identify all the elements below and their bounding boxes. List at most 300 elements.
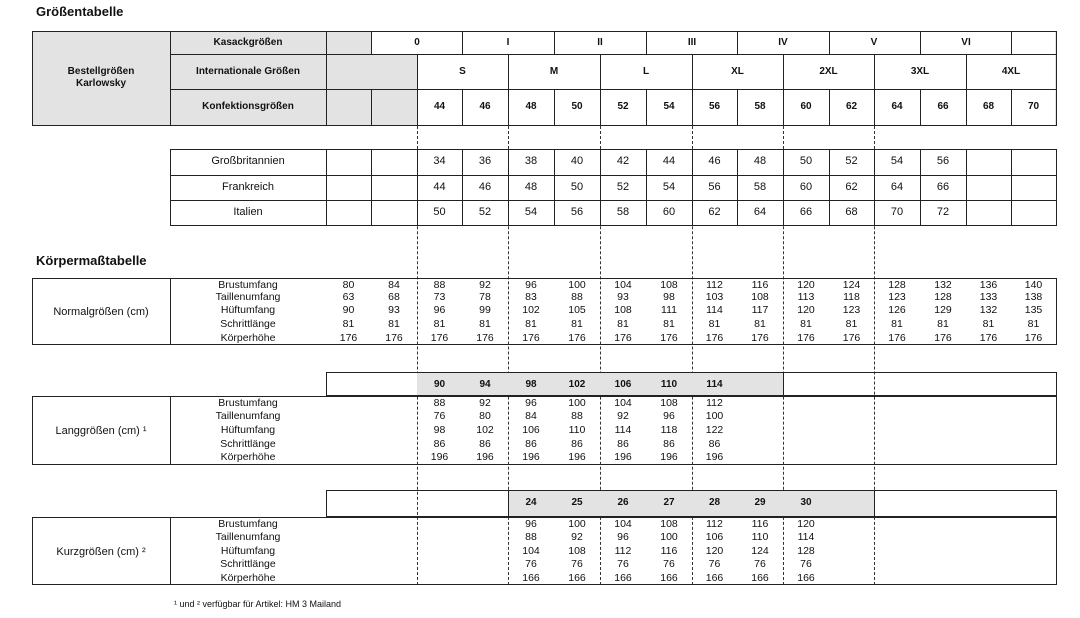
country-value: 64 xyxy=(753,206,767,218)
normal-value: 176 xyxy=(979,332,998,344)
lang-value: 96 xyxy=(525,397,537,409)
country-value: 44 xyxy=(433,181,446,193)
kurz-value: 166 xyxy=(614,572,632,584)
kurz-value: 104 xyxy=(614,518,632,530)
normal-value: 108 xyxy=(614,304,632,316)
normal-value: 176 xyxy=(385,332,403,344)
normal-value: 81 xyxy=(433,318,446,330)
country-value: 66 xyxy=(936,181,950,193)
kurz-value: 120 xyxy=(797,518,815,530)
normal-value: 176 xyxy=(842,332,861,344)
lang-value: 86 xyxy=(708,438,721,450)
normal-value: 88 xyxy=(433,279,446,291)
normal-value: 81 xyxy=(800,318,812,330)
lang-value: 76 xyxy=(433,410,446,422)
normal-value: 81 xyxy=(1027,318,1040,330)
normal-value: 80 xyxy=(342,279,355,291)
normal-value: 93 xyxy=(388,304,400,316)
konfektion-divider xyxy=(829,89,830,126)
normal-value: 81 xyxy=(982,318,995,330)
normal-value: 68 xyxy=(388,291,400,303)
measure-label: Taillenumfang xyxy=(215,410,281,422)
kasack-size: II xyxy=(597,37,603,48)
country-table xyxy=(170,149,1057,226)
kasack-size: V xyxy=(870,37,878,48)
lang-value: 86 xyxy=(663,438,675,450)
kasack-size: IV xyxy=(778,37,788,48)
kurz-value: 106 xyxy=(705,531,724,543)
normal-value: 176 xyxy=(934,332,952,344)
country-label: Italien xyxy=(233,206,263,218)
country-divider xyxy=(326,149,327,226)
country-value: 56 xyxy=(936,155,950,167)
country-divider xyxy=(783,149,784,226)
normal-value: 123 xyxy=(842,304,861,316)
kurz-header-divider xyxy=(874,490,875,517)
lang-value: 196 xyxy=(568,451,586,463)
konfektion-divider xyxy=(692,89,693,126)
country-value: 60 xyxy=(662,206,676,218)
normal-value: 135 xyxy=(1024,304,1043,316)
kasack-divider xyxy=(554,31,555,54)
normal-value: 99 xyxy=(479,304,491,316)
kurz-value: 88 xyxy=(525,531,537,543)
country-value: 48 xyxy=(753,155,767,167)
measure-label: Brustumfang xyxy=(218,279,278,291)
lang-header-value: 94 xyxy=(479,379,491,390)
normal-value: 129 xyxy=(934,304,952,316)
kasack-divider xyxy=(737,31,738,54)
lang-value: 104 xyxy=(614,397,632,409)
country-value: 38 xyxy=(524,155,538,167)
normal-value: 176 xyxy=(614,332,632,344)
header-rule xyxy=(170,89,1056,90)
lang-value: 196 xyxy=(430,451,449,463)
country-divider xyxy=(874,149,875,226)
bestellgroessen-label: Karlowsky xyxy=(75,78,127,89)
lang-value: 114 xyxy=(614,424,632,436)
country-value: 54 xyxy=(524,206,538,218)
measure-label: Schrittlänge xyxy=(220,438,276,450)
normal-value: 176 xyxy=(660,332,678,344)
kurz-value: 112 xyxy=(706,518,723,530)
country-divider xyxy=(920,149,921,226)
country-value: 62 xyxy=(845,181,858,193)
lang-header-fill xyxy=(417,373,783,395)
lang-value: 88 xyxy=(433,397,446,409)
kurz-header-fill xyxy=(508,491,874,516)
country-divider xyxy=(600,149,601,226)
international-divider xyxy=(600,54,601,90)
konfektion-white-area xyxy=(417,90,1055,125)
kurz-value: 120 xyxy=(705,545,724,557)
kurz-value: 166 xyxy=(522,572,540,584)
normal-value: 120 xyxy=(797,279,815,291)
normal-value: 176 xyxy=(705,332,724,344)
kurz-value: 108 xyxy=(568,545,586,557)
normal-value: 81 xyxy=(342,318,355,330)
normal-value: 133 xyxy=(979,291,998,303)
kurz-value: 114 xyxy=(797,531,815,543)
normal-value: 108 xyxy=(751,291,769,303)
country-value: 52 xyxy=(616,181,630,193)
normal-value: 176 xyxy=(797,332,815,344)
country-value: 66 xyxy=(799,206,813,218)
measure-label: Brustumfang xyxy=(218,518,278,530)
country-value: 60 xyxy=(799,181,813,193)
lang-value: 80 xyxy=(479,410,491,422)
measure-label: Taillenumfang xyxy=(215,531,281,543)
kasack-white-area xyxy=(371,32,1055,54)
country-value: 44 xyxy=(662,155,676,167)
konfektion-size: 52 xyxy=(617,101,629,112)
lang-value: 86 xyxy=(433,438,446,450)
normal-value: 81 xyxy=(525,318,537,330)
header-rule xyxy=(170,54,1056,55)
kasack-divider xyxy=(829,31,830,54)
country-value: 48 xyxy=(524,181,538,193)
measure-label: Körperhöhe xyxy=(220,332,276,344)
normal-value: 136 xyxy=(979,279,998,291)
country-divider xyxy=(646,149,647,226)
footnote: ¹ und ² verfügbar für Artikel: HM 3 Mailand xyxy=(174,599,342,609)
normal-value: 126 xyxy=(888,304,906,316)
normal-value: 81 xyxy=(937,318,949,330)
body-table-title: Körpermaßtabelle xyxy=(36,253,147,268)
kasack-divider xyxy=(1011,31,1012,54)
lang-value: 98 xyxy=(433,424,446,436)
lang-table xyxy=(32,396,1057,465)
normal-value: 96 xyxy=(433,304,446,316)
kurz-value: 104 xyxy=(522,545,540,557)
measure-label: Körperhöhe xyxy=(220,572,276,584)
lang-value: 110 xyxy=(568,424,586,436)
lang-value: 86 xyxy=(525,438,537,450)
normal-value: 81 xyxy=(388,318,400,330)
konfektion-size: 64 xyxy=(891,101,903,112)
bestellgroessen-label: Bestellgrößen xyxy=(67,66,135,77)
country-divider xyxy=(508,149,509,226)
kurz-value: 166 xyxy=(797,572,815,584)
konfektion-size: 66 xyxy=(937,101,949,112)
normal-value: 84 xyxy=(388,279,400,291)
measure-label: Hüftumfang xyxy=(220,545,276,557)
konfektion-divider xyxy=(462,89,463,126)
normal-value: 105 xyxy=(568,304,586,316)
lang-value: 100 xyxy=(568,397,586,409)
country-value: 50 xyxy=(570,181,584,193)
kurz-header-value: 25 xyxy=(571,497,583,508)
kurz-value: 100 xyxy=(660,531,678,543)
country-value: 56 xyxy=(570,206,584,218)
kurz-header-value: 26 xyxy=(617,497,629,508)
normal-value: 63 xyxy=(342,291,355,303)
kurz-value: 128 xyxy=(797,545,815,557)
normal-value: 176 xyxy=(568,332,586,344)
konfektion-divider xyxy=(783,89,784,126)
international-divider xyxy=(966,54,967,90)
lang-header-value: 114 xyxy=(706,379,723,390)
normal-value: 176 xyxy=(339,332,358,344)
normal-value: 117 xyxy=(751,304,769,316)
normal-value: 111 xyxy=(661,304,677,316)
country-value: 50 xyxy=(433,206,446,218)
konfektion-size: 70 xyxy=(1027,101,1040,112)
normal-value: 73 xyxy=(433,291,446,303)
kurz-value: 96 xyxy=(525,518,537,530)
normal-value: 116 xyxy=(751,279,769,291)
international-size: S xyxy=(459,66,466,77)
konfektion-divider xyxy=(874,89,875,126)
kurz-header-value: 24 xyxy=(525,497,537,508)
kurz-value: 116 xyxy=(660,545,678,557)
kurz-value: 76 xyxy=(663,558,675,570)
lang-value: 196 xyxy=(522,451,540,463)
konfektion-divider xyxy=(554,89,555,126)
row-label-konfektion: Konfektionsgrößen xyxy=(202,101,294,112)
konfektion-size: 44 xyxy=(433,101,446,112)
lang-value: 100 xyxy=(705,410,724,422)
kurz-value: 76 xyxy=(571,558,583,570)
konfektion-size: 60 xyxy=(800,101,812,112)
normal-value: 81 xyxy=(708,318,721,330)
country-value: 72 xyxy=(936,206,950,218)
international-size: 3XL xyxy=(910,66,930,77)
country-value: 58 xyxy=(616,206,630,218)
normal-value: 104 xyxy=(614,279,632,291)
country-divider xyxy=(966,149,967,226)
normal-value: 83 xyxy=(525,291,537,303)
normal-value: 100 xyxy=(568,279,586,291)
measure-label: Hüftumfang xyxy=(220,424,276,436)
normal-label: Normalgrößen (cm) xyxy=(53,306,149,318)
kurz-value: 76 xyxy=(754,558,766,570)
konfektion-size: 58 xyxy=(754,101,766,112)
normal-value: 132 xyxy=(979,304,998,316)
normal-value: 128 xyxy=(888,279,906,291)
country-value: 68 xyxy=(845,206,858,218)
lang-value: 92 xyxy=(479,397,491,409)
measure-label: Brustumfang xyxy=(218,397,278,409)
lang-label: Langgrößen (cm) ¹ xyxy=(55,425,147,437)
normal-value: 90 xyxy=(342,304,355,316)
country-divider xyxy=(462,149,463,226)
measure-label: Körperhöhe xyxy=(220,451,276,463)
country-value: 34 xyxy=(433,155,446,167)
lang-value: 122 xyxy=(705,424,724,436)
kasack-size: I xyxy=(506,37,510,48)
konfektion-size: 56 xyxy=(708,101,721,112)
normal-value: 140 xyxy=(1024,279,1043,291)
kurz-divider xyxy=(170,517,171,585)
kurz-value: 92 xyxy=(571,531,583,543)
country-label: Frankreich xyxy=(222,181,274,193)
kurz-value: 96 xyxy=(617,531,629,543)
normal-value: 176 xyxy=(1024,332,1043,344)
konfektion-divider xyxy=(508,89,509,126)
normal-value: 138 xyxy=(1024,291,1043,303)
kurz-value: 124 xyxy=(751,545,769,557)
lang-value: 196 xyxy=(476,451,494,463)
kurz-value: 112 xyxy=(614,545,632,557)
country-rule xyxy=(170,200,1056,201)
country-label: Großbritannien xyxy=(211,155,285,167)
konfektion-size: 48 xyxy=(525,101,537,112)
normal-value: 96 xyxy=(525,279,537,291)
kurz-header-divider xyxy=(508,490,509,517)
normal-value: 81 xyxy=(663,318,675,330)
lang-header-value: 98 xyxy=(525,379,537,390)
country-value: 46 xyxy=(478,181,492,193)
normal-value: 103 xyxy=(705,291,724,303)
kurz-value: 116 xyxy=(751,518,769,530)
kurz-table xyxy=(32,517,1057,585)
kurz-value: 110 xyxy=(751,531,769,543)
lang-value: 92 xyxy=(617,410,629,422)
normal-value: 98 xyxy=(663,291,675,303)
lang-header-value: 110 xyxy=(660,379,678,390)
normal-value: 124 xyxy=(842,279,861,291)
lang-value: 102 xyxy=(476,424,494,436)
kurz-value: 76 xyxy=(708,558,721,570)
lang-value: 84 xyxy=(525,410,537,422)
measure-label: Taillenumfang xyxy=(215,291,281,303)
lang-value: 88 xyxy=(571,410,583,422)
konfektion-size: 46 xyxy=(479,101,491,112)
lang-value: 118 xyxy=(660,424,678,436)
normal-value: 81 xyxy=(845,318,858,330)
lang-header-value: 102 xyxy=(568,379,586,390)
normal-value: 114 xyxy=(706,304,723,316)
row-label-kasack: Kasackgrößen xyxy=(213,37,283,48)
kurz-header-value: 29 xyxy=(754,497,766,508)
header-divider xyxy=(371,89,372,126)
normal-value: 81 xyxy=(754,318,766,330)
country-value: 70 xyxy=(890,206,904,218)
international-divider xyxy=(692,54,693,90)
lang-value: 112 xyxy=(706,397,723,409)
international-size: 2XL xyxy=(819,66,838,77)
lang-value: 196 xyxy=(614,451,632,463)
header-divider xyxy=(417,54,418,126)
kurz-value: 166 xyxy=(660,572,678,584)
country-value: 46 xyxy=(708,155,721,167)
measure-label: Hüftumfang xyxy=(220,304,276,316)
kurz-value: 100 xyxy=(568,518,586,530)
country-value: 52 xyxy=(845,155,858,167)
kasack-divider xyxy=(646,31,647,54)
normal-value: 118 xyxy=(843,291,860,303)
measure-label: Schrittlänge xyxy=(220,558,276,570)
normal-value: 92 xyxy=(479,279,491,291)
kasack-size: 0 xyxy=(414,37,420,48)
konfektion-divider xyxy=(646,89,647,126)
normal-value: 123 xyxy=(888,291,906,303)
header-divider xyxy=(371,31,372,54)
country-divider xyxy=(829,149,830,226)
country-rule xyxy=(170,175,1056,176)
lang-header-value: 106 xyxy=(614,379,632,390)
country-value: 50 xyxy=(799,155,813,167)
header-divider xyxy=(326,31,327,126)
konfektion-size: 50 xyxy=(571,101,583,112)
row-label-international: Internationale Größen xyxy=(196,66,300,77)
country-value: 42 xyxy=(616,155,630,167)
kurz-value: 166 xyxy=(568,572,586,584)
normal-value: 176 xyxy=(522,332,540,344)
lang-value: 86 xyxy=(479,438,491,450)
konfektion-divider xyxy=(920,89,921,126)
international-divider xyxy=(874,54,875,90)
kurz-value: 166 xyxy=(751,572,769,584)
kurz-header-value: 28 xyxy=(708,497,721,508)
country-value: 52 xyxy=(478,206,492,218)
kurz-value: 76 xyxy=(525,558,537,570)
normal-value: 81 xyxy=(617,318,629,330)
normal-value: 78 xyxy=(479,291,491,303)
country-value: 56 xyxy=(708,181,721,193)
lang-value: 86 xyxy=(617,438,629,450)
konfektion-divider xyxy=(600,89,601,126)
international-divider xyxy=(508,54,509,90)
country-divider xyxy=(1011,149,1012,226)
normal-value: 132 xyxy=(934,279,952,291)
normal-value: 176 xyxy=(476,332,494,344)
normal-value: 112 xyxy=(706,279,723,291)
country-value: 58 xyxy=(753,181,767,193)
country-divider xyxy=(371,149,372,226)
normal-value: 176 xyxy=(888,332,906,344)
international-size: 4XL xyxy=(1001,66,1021,77)
lang-value: 106 xyxy=(522,424,540,436)
country-divider xyxy=(737,149,738,226)
kurz-header-value: 27 xyxy=(663,497,675,508)
lang-divider xyxy=(170,396,171,465)
international-size: L xyxy=(642,66,650,77)
lang-value: 196 xyxy=(705,451,724,463)
header-divider xyxy=(170,31,171,126)
normal-value: 120 xyxy=(797,304,815,316)
konfektion-divider xyxy=(966,89,967,126)
country-divider xyxy=(692,149,693,226)
kurz-value: 166 xyxy=(705,572,724,584)
country-value: 54 xyxy=(890,155,904,167)
kasack-size: VI xyxy=(961,37,971,48)
kurz-value: 76 xyxy=(617,558,629,570)
normal-value: 102 xyxy=(522,304,540,316)
normal-value: 176 xyxy=(430,332,449,344)
kasack-divider xyxy=(462,31,463,54)
country-divider xyxy=(417,149,418,226)
international-size: M xyxy=(549,66,559,77)
konfektion-divider xyxy=(737,89,738,126)
international-divider xyxy=(783,54,784,90)
normal-value: 176 xyxy=(751,332,769,344)
kurz-label: Kurzgrößen (cm) ² xyxy=(56,546,146,558)
international-size: XL xyxy=(731,66,744,77)
country-value: 40 xyxy=(570,155,584,167)
country-value: 62 xyxy=(708,206,721,218)
normal-value: 81 xyxy=(891,318,903,330)
lang-value: 86 xyxy=(571,438,583,450)
size-table-title: Größentabelle xyxy=(36,4,124,19)
konfektion-size: 68 xyxy=(982,101,995,112)
lang-value: 108 xyxy=(660,397,678,409)
normal-value: 108 xyxy=(660,279,678,291)
lang-header-divider xyxy=(783,372,784,396)
normal-value: 88 xyxy=(571,291,583,303)
konfektion-divider xyxy=(1011,89,1012,126)
